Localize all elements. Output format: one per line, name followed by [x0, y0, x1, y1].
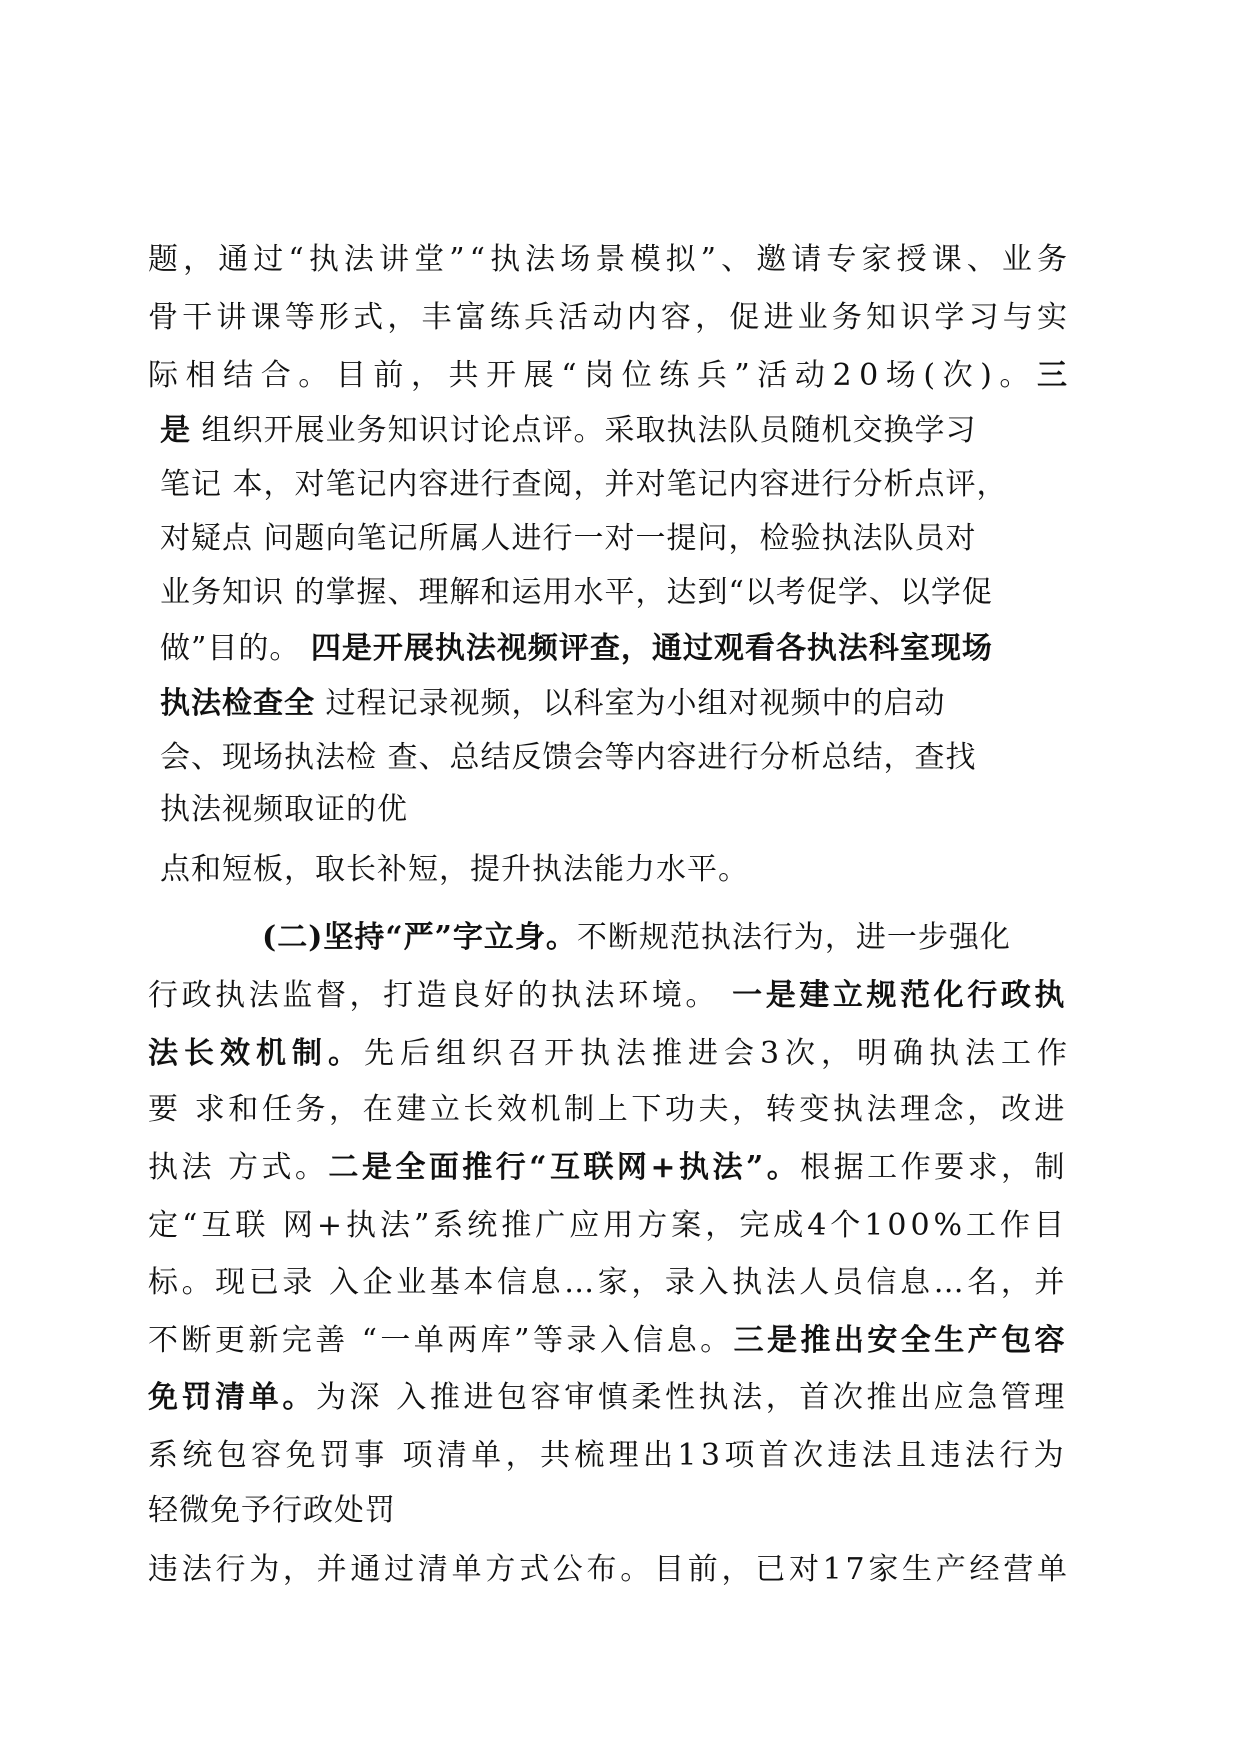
text-run: 业务知识 的掌握、理解和运用水平，达到“以考促学、以学促	[160, 575, 993, 610]
text-run: 为深 入推进包容审慎柔性执法，首次推出应急管理	[315, 1380, 1069, 1415]
text-run: 不断更新完善 “一单两库”等录入信息。	[148, 1323, 734, 1358]
text-run: 标。现已录 入企业基本信息…家，录入执法人员信息…名，并	[148, 1265, 1068, 1300]
text-run: 会、现场执法检 查、总结反馈会等内容进行分析总结，查找	[160, 740, 977, 775]
text-line	[148, 1206, 1068, 1246]
text-run: 对疑点 问题向笔记所属人进行一对一提问，检验执法队员对	[160, 521, 977, 556]
text-line	[148, 356, 1075, 396]
bold-text-run: 是	[160, 413, 191, 448]
text-run: 不断规范执法行为，进一步强化	[576, 920, 1011, 955]
bold-text-run: 一是建立规范化行政执	[732, 978, 1069, 1013]
text-line	[160, 411, 977, 451]
text-run: 系统包容免罚事 项清单，共梳理出13项首次违法且违法行为	[148, 1438, 1068, 1473]
bold-text-run: 三	[1037, 358, 1075, 393]
text-run: 执法 方式。	[148, 1150, 329, 1185]
text-run: 骨干讲课等形式，丰富练兵活动内容，促进业务知识学习与实	[148, 300, 1072, 335]
text-line	[148, 1491, 396, 1531]
bold-text-run: 四是开展执法视频评查，通过观看各执法科室现场	[310, 631, 993, 666]
text-line	[148, 240, 1072, 280]
text-line	[148, 1148, 1068, 1188]
text-line	[148, 1263, 1068, 1303]
bold-text-run: 法长效机制。	[148, 1036, 364, 1071]
text-line	[148, 976, 1068, 1016]
text-line	[148, 1034, 1073, 1074]
text-line	[160, 790, 408, 830]
text-run: 轻微免予行政处罚	[148, 1493, 396, 1528]
text-run: 根据工作要求，制	[800, 1150, 1068, 1185]
text-run: 笔记 本，对笔记内容进行查阅，并对笔记内容进行分析点评，	[160, 467, 1008, 502]
text-run: 要 求和任务，在建立长效机制上下功夫，转变执法理念，改进	[148, 1092, 1068, 1127]
text-run: 过程记录视频，以科室为小组对视频中的启动	[315, 686, 946, 721]
text-run: 行政执法监督，打造良好的执法环境。	[148, 978, 733, 1013]
text-line	[148, 1321, 1068, 1361]
text-line	[148, 1378, 1068, 1418]
text-line	[160, 738, 977, 778]
text-run: 点和短板，取长补短，提升执法能力水平。	[160, 852, 749, 887]
text-line	[160, 519, 977, 559]
bold-text-run: (二)坚持“严”字立身。	[262, 920, 577, 955]
text-line	[148, 1090, 1068, 1130]
text-run: 定“互联 网+执法”系统推广应用方案，完成4个100%工作目	[148, 1208, 1068, 1243]
text-run: 违法行为，并通过清单方式公布。目前，已对17家生产经营单	[148, 1552, 1071, 1587]
text-line	[148, 298, 1071, 338]
text-line	[160, 629, 993, 669]
text-run: 题，通过“执法讲堂”“执法场景模拟”、邀请专家授课、业务	[148, 242, 1073, 277]
text-line	[160, 850, 749, 890]
text-line	[148, 1550, 1071, 1590]
bold-text-run: 三是推出安全生产包容	[733, 1323, 1069, 1358]
bold-text-run: 二是全面推行“互联网+执法”。	[328, 1150, 801, 1185]
text-line	[160, 573, 993, 613]
bold-text-run: 免罚清单。	[148, 1380, 316, 1415]
text-run: 组织开展业务知识讨论点评。采取执法队员随机交换学习	[191, 413, 977, 448]
text-line	[160, 465, 1008, 505]
text-run: 先后组织召开执法推进会3次，明确执法工作	[363, 1036, 1073, 1071]
text-run: 际相结合。目前，共开展“岗位练兵”活动20场(次)。	[148, 358, 1037, 393]
bold-text-run: 执法检查全	[160, 686, 315, 721]
text-run: 执法视频取证的优	[160, 792, 408, 827]
text-line	[148, 1436, 1068, 1476]
text-run: 做”目的。	[160, 631, 311, 666]
text-line	[262, 918, 1011, 958]
text-line	[160, 684, 946, 724]
